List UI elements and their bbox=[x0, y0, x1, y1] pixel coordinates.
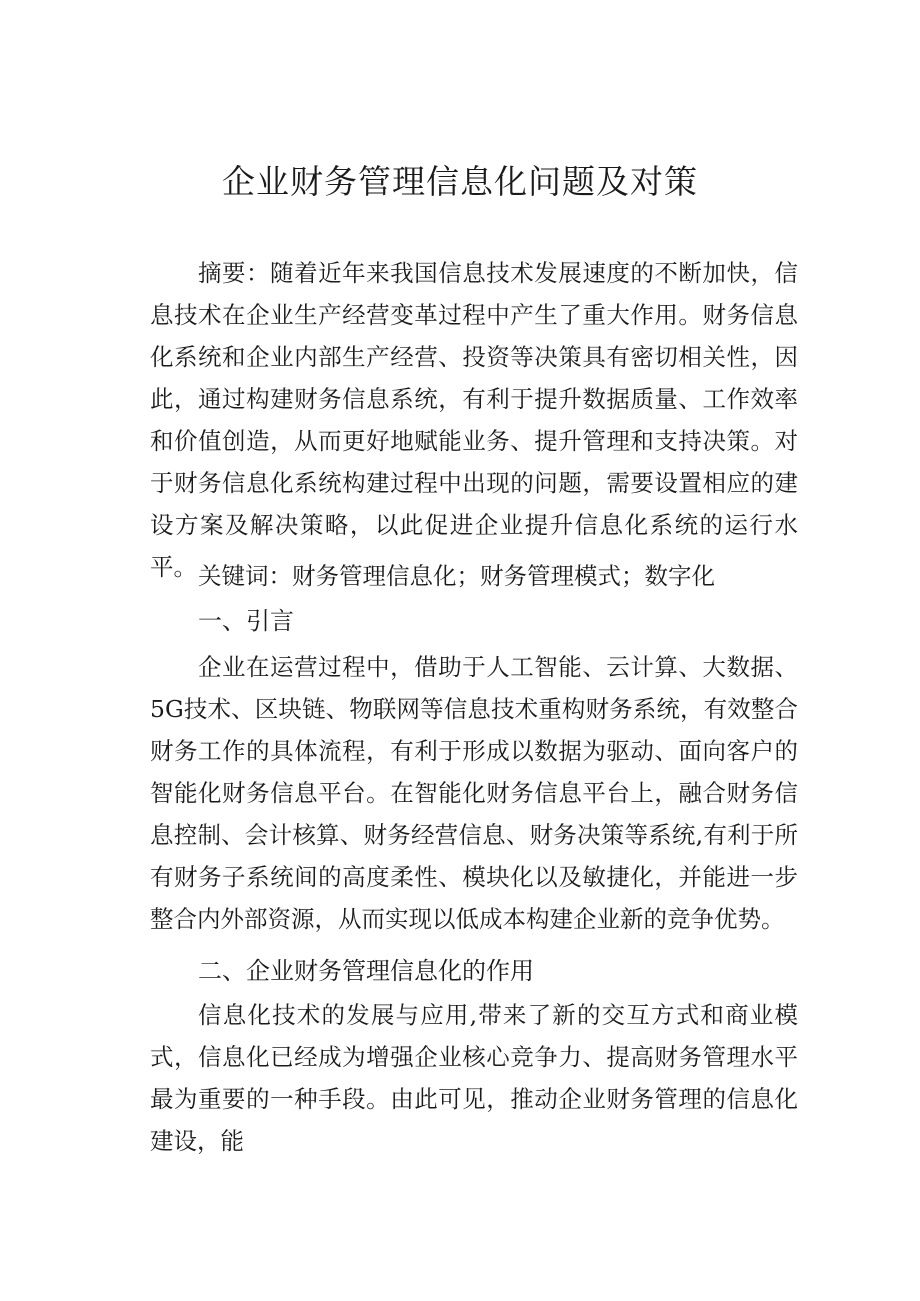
section-body-role: 信息化技术的发展与应用,带来了新的交互方式和商业模式，信息化已经成为增强企业核心竞争力、提高财务管理水平最为重要的一种手段。由此可见，推动企业财务管理的信息化建设，能 bbox=[150, 1001, 798, 1155]
section-heading-role: 二、企业财务管理信息化的作用 bbox=[198, 957, 534, 985]
document-title: 企业财务管理信息化问题及对策 bbox=[222, 162, 698, 201]
keywords-line: 关键词：财务管理信息化；财务管理模式；数字化 bbox=[198, 562, 715, 590]
section-heading-introduction: 一、引言 bbox=[198, 607, 294, 635]
abstract-paragraph: 摘要：随着近年来我国信息技术发展速度的不断加快，信息技术在企业生产经营变革过程中产生了重大作用。财务信息化系统和企业内部生产经营、投资等决策具有密切相关性，因此，通过构建财务信息系统，有利于提升数据质量、工作效率和价值创造，从而更好地赋能业务、提升管理和支持决策。对于财务信息化系统构建过程中出现的问题，需要设置相应的建设方案及解决策略，以此促进企业提升信息化系统的运行水平。 bbox=[150, 259, 798, 581]
section-body-introduction: 企业在运营过程中，借助于人工智能、云计算、大数据、5G技术、区块链、物联网等信息技术重构财务系统，有效整合财务工作的具体流程，有利于形成以数据为驱动、面向客户的智能化财务信息平台。在智能化财务信息平台上，融合财务信息控制、会计核算、财务经营信息、财务决策等系统,有利于所有财务子系统间的高度柔性、模块化以及敏捷化，并能进一步整合内外部资源，从而实现以低成本构建企业新的竞争优势。 bbox=[150, 653, 798, 933]
